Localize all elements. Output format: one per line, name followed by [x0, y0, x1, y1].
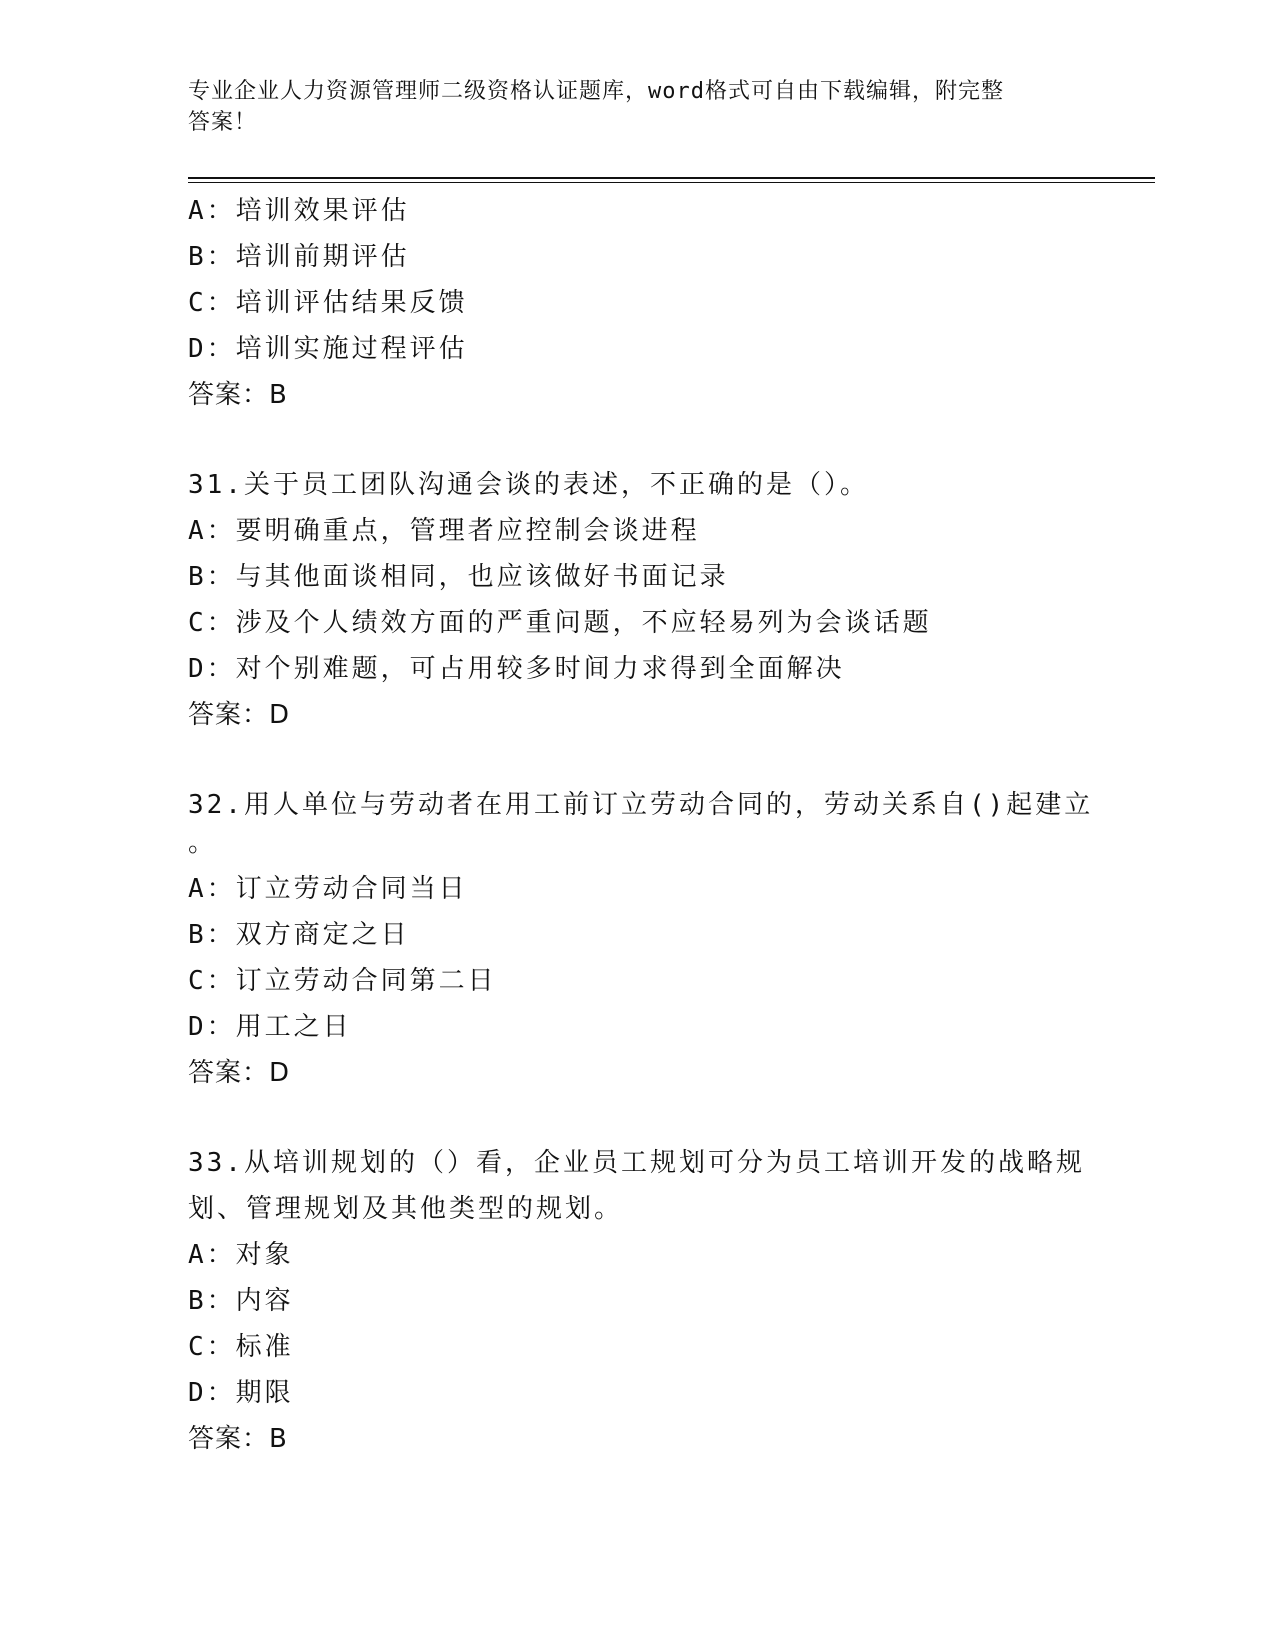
- option-d: D：期限: [188, 1378, 294, 1408]
- option-d: D：对个别难题，可占用较多时间力求得到全面解决: [188, 654, 845, 684]
- option-b: B：与其他面谈相同，也应该做好书面记录: [188, 562, 729, 592]
- option-d: D：用工之日: [188, 1012, 352, 1042]
- question-stem-line-1: 32.用人单位与劳动者在用工前订立劳动合同的，劳动关系自()起建立: [188, 790, 1094, 820]
- question-stem-line-2: 。: [188, 828, 218, 858]
- option-a: A：培训效果评估: [188, 196, 410, 226]
- header-line-1: 专业企业人力资源管理师二级资格认证题库，word格式可自由下载编辑，附完整: [188, 79, 1004, 104]
- header-divider-thin: [188, 182, 1155, 183]
- answer-line: 答案：B: [188, 1424, 288, 1454]
- option-a: A：要明确重点，管理者应控制会谈进程: [188, 516, 700, 546]
- question-33: [188, 1140, 1088, 1462]
- option-a: A：订立劳动合同当日: [188, 874, 468, 904]
- answer-line: 答案：D: [188, 700, 291, 730]
- option-b: B：内容: [188, 1286, 294, 1316]
- question-stem-line-2: 划、管理规划及其他类型的规划。: [188, 1194, 624, 1224]
- option-b: B：培训前期评估: [188, 242, 410, 272]
- option-c: C：培训评估结果反馈: [188, 288, 468, 318]
- option-c: C：涉及个人绩效方面的严重问题，不应轻易列为会谈话题: [188, 608, 932, 638]
- document-header: [188, 76, 1068, 138]
- header-line-2: 答案！: [188, 110, 258, 135]
- question-31: [188, 462, 1088, 738]
- question-stem: 31.关于员工团队沟通会谈的表述，不正确的是（）。: [188, 470, 869, 500]
- question-32: [188, 782, 1094, 1096]
- option-a: A：对象: [188, 1240, 294, 1270]
- header-divider-thick: [188, 177, 1155, 179]
- question-stem-line-1: 33.从培训规划的（）看，企业员工规划可分为员工培训开发的战略规: [188, 1148, 1085, 1178]
- answer-line: 答案：B: [188, 380, 288, 410]
- option-c: C：标准: [188, 1332, 294, 1362]
- question-30-tail: [188, 188, 1088, 418]
- answer-line: 答案：D: [188, 1058, 291, 1088]
- option-c: C：订立劳动合同第二日: [188, 966, 497, 996]
- option-b: B：双方商定之日: [188, 920, 410, 950]
- option-d: D：培训实施过程评估: [188, 334, 468, 364]
- question-list: [188, 188, 1094, 1462]
